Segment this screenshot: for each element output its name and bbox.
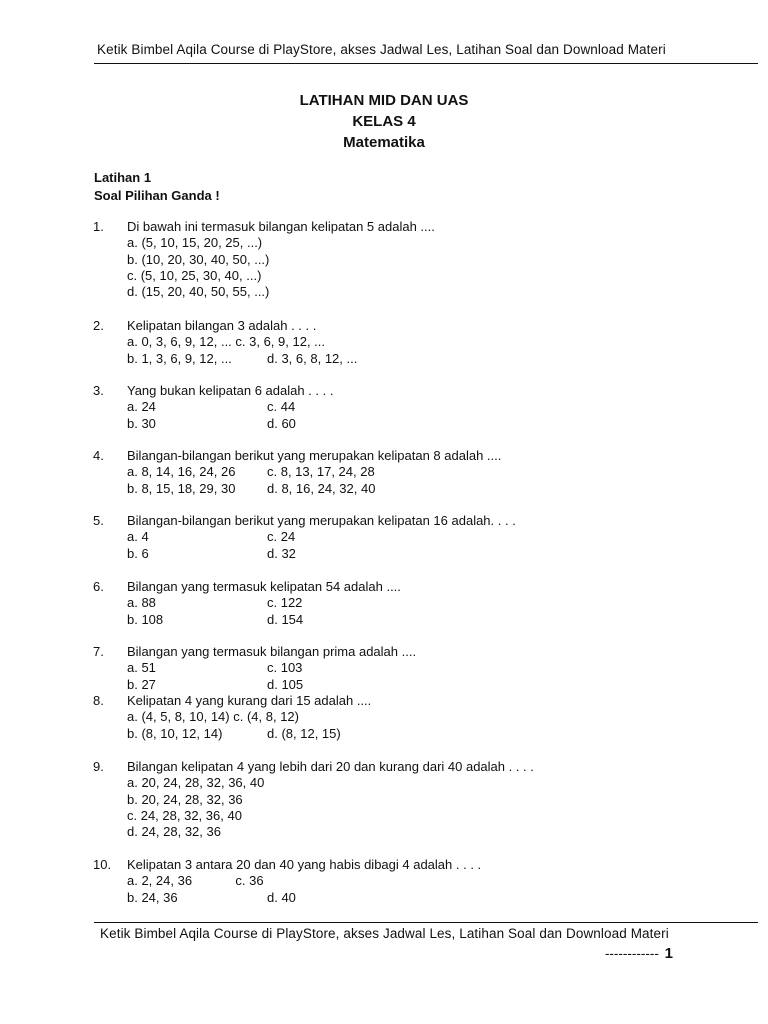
option-d: d. 24, 28, 32, 36: [127, 824, 221, 840]
option-b: b. 30: [127, 415, 156, 431]
options-a-c: a. 0, 3, 6, 9, 12, ... c. 3, 6, 9, 12, ...: [127, 334, 326, 350]
option-d: d. 3, 6, 8, 12, ...: [267, 350, 358, 366]
option-c: c. 103: [267, 660, 303, 676]
option-c: c. 122: [267, 595, 303, 611]
question-number: 6.: [93, 579, 104, 594]
option-a: a. 24: [127, 399, 156, 415]
title-grade: KELAS 4: [352, 113, 416, 130]
question-stem: Bilangan-bilangan berikut yang merupakan kelipatan 16 adalah. . . .: [127, 513, 516, 528]
question-number: 7.: [93, 644, 104, 659]
option-b: b. 27: [127, 676, 156, 692]
footer-divider: [94, 922, 758, 923]
question-number: 9.: [93, 759, 104, 774]
options-a-c: a. (4, 5, 8, 10, 14) c. (4, 8, 12): [127, 709, 299, 725]
option-c: c. 24, 28, 32, 36, 40: [127, 807, 242, 823]
option-c: c. 8, 13, 17, 24, 28: [267, 464, 375, 480]
question-stem: Bilangan kelipatan 4 yang lebih dari 20 dan kurang dari 40 adalah . . . .: [127, 759, 534, 774]
title-exam: LATIHAN MID DAN UAS: [299, 92, 469, 109]
option-b: b. 1, 3, 6, 9, 12, ...: [127, 350, 232, 366]
option-a: a. 4: [127, 529, 149, 545]
option-d: d. 40: [267, 889, 296, 905]
option-b: b. (8, 10, 12, 14): [127, 725, 223, 741]
header-text: Ketik Bimbel Aqila Course di PlayStore, akses Jadwal Les, Latihan Soal dan Download Materi: [97, 42, 666, 57]
option-a: a. (5, 10, 15, 20, 25, ...): [127, 235, 263, 251]
option-d: d. (8, 12, 15): [267, 725, 341, 741]
option-d: d. 105: [267, 676, 304, 692]
question-stem: Bilangan-bilangan berikut yang merupakan kelipatan 8 adalah ....: [127, 448, 502, 463]
option-b: b. 8, 15, 18, 29, 30: [127, 480, 236, 496]
question-stem: Bilangan yang termasuk kelipatan 54 adalah ....: [127, 579, 401, 594]
title-block: [0, 90, 768, 153]
question-number: 1.: [93, 219, 104, 234]
question-number: 2.: [93, 318, 104, 333]
question-number: 4.: [93, 448, 104, 463]
question-stem: Bilangan yang termasuk bilangan prima adalah ....: [127, 644, 417, 659]
question-stem: Yang bukan kelipatan 6 adalah . . . .: [127, 383, 334, 398]
option-d: d. 8, 16, 24, 32, 40: [267, 480, 376, 496]
footer-text: Ketik Bimbel Aqila Course di PlayStore, akses Jadwal Les, Latihan Soal dan Download Materi: [100, 926, 669, 941]
header-divider: [94, 63, 758, 64]
option-c: c. (5, 10, 25, 30, 40, ...): [127, 267, 262, 283]
question-stem: Kelipatan 4 yang kurang dari 15 adalah ....: [127, 693, 372, 708]
option-b: b. 20, 24, 28, 32, 36: [127, 791, 243, 807]
question-number: 8.: [93, 693, 104, 708]
option-b: b. 24, 36: [127, 889, 178, 905]
question-number: 3.: [93, 383, 104, 398]
question-number: 10.: [93, 857, 112, 872]
section-label: Latihan 1: [94, 170, 152, 185]
page-number-dashes: ------------: [604, 946, 659, 961]
option-d: d. 60: [267, 415, 296, 431]
option-c: c. 24: [267, 529, 296, 545]
option-d: d. 154: [267, 611, 304, 627]
section-heading: [94, 169, 220, 205]
page-number-value: 1: [664, 945, 673, 962]
question-stem: Kelipatan 3 antara 20 dan 40 yang habis dibagi 4 adalah . . . .: [127, 857, 482, 872]
question-number: 5.: [93, 513, 104, 528]
option-d: d. 32: [267, 545, 296, 561]
option-a: a. 8, 14, 16, 24, 26: [127, 464, 236, 480]
option-a: a. 51: [127, 660, 156, 676]
option-b: b. 6: [127, 545, 149, 561]
option-b: b. (10, 20, 30, 40, 50, ...): [127, 251, 270, 267]
option-d: d. (15, 20, 40, 50, 55, ...): [127, 284, 270, 300]
page-number: [605, 945, 673, 962]
option-b: b. 108: [127, 611, 164, 627]
options-a-c: a. 2, 24, 36 c. 36: [127, 873, 264, 889]
question-stem: Di bawah ini termasuk bilangan kelipatan 5 adalah ....: [127, 219, 435, 234]
title-subject: Matematika: [343, 134, 425, 151]
option-a: a. 88: [127, 595, 156, 611]
question-stem: Kelipatan bilangan 3 adalah . . . .: [127, 318, 317, 333]
option-c: c. 44: [267, 399, 296, 415]
option-a: a. 20, 24, 28, 32, 36, 40: [127, 775, 265, 791]
section-subtitle: Soal Pilihan Ganda !: [94, 188, 220, 203]
